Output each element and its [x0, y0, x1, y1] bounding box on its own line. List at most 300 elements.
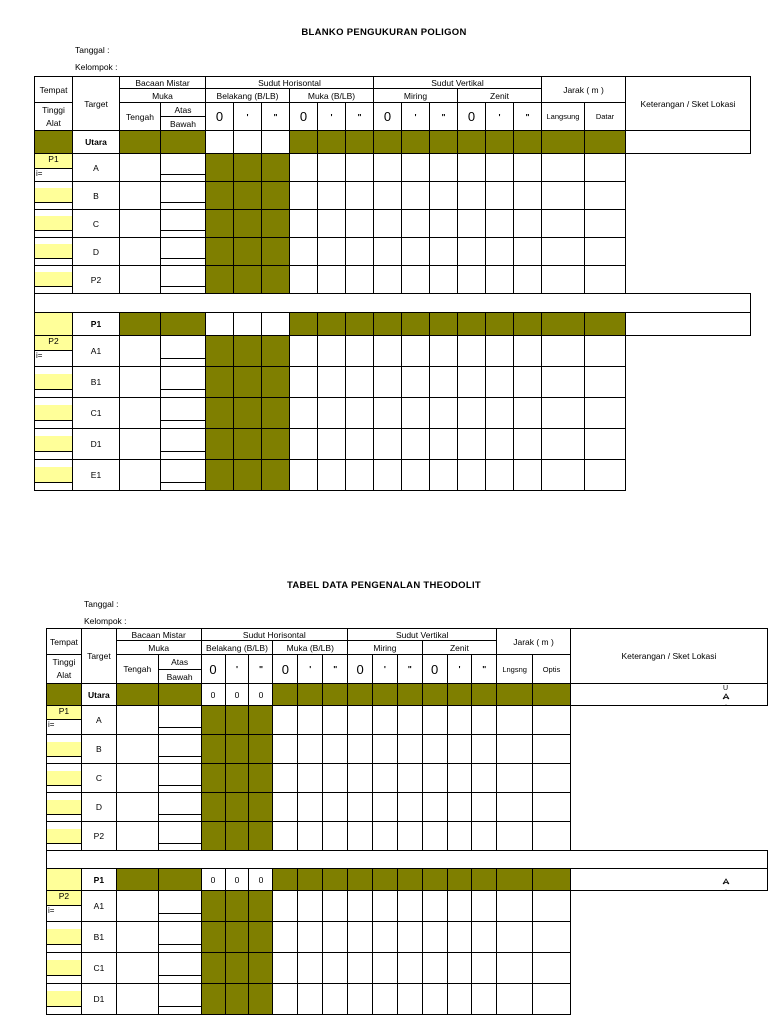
data-entry-cell[interactable] — [422, 822, 447, 851]
data-entry-cell[interactable] — [514, 266, 542, 294]
data-entry-cell[interactable] — [318, 182, 346, 210]
data-entry-cell[interactable] — [374, 210, 402, 238]
atas-bawah-cell[interactable] — [158, 984, 201, 1015]
data-entry-cell[interactable] — [533, 793, 571, 822]
data-entry-cell[interactable] — [486, 238, 514, 266]
atas-bawah-cell[interactable] — [161, 398, 206, 429]
data-entry-cell[interactable] — [298, 922, 323, 953]
data-entry-cell[interactable] — [458, 266, 486, 294]
tengah-cell[interactable] — [120, 154, 161, 182]
data-entry-cell[interactable] — [346, 460, 374, 491]
data-entry-cell[interactable] — [402, 367, 430, 398]
data-entry-cell[interactable] — [422, 922, 447, 953]
data-entry-cell[interactable] — [402, 210, 430, 238]
data-entry-cell[interactable] — [585, 210, 626, 238]
data-entry-cell[interactable] — [486, 154, 514, 182]
data-entry-cell[interactable] — [373, 953, 398, 984]
olive-cell — [116, 684, 158, 706]
data-entry-cell[interactable] — [298, 984, 323, 1015]
data-entry-cell[interactable] — [318, 238, 346, 266]
orient-min-cell[interactable]: 0 — [225, 869, 249, 891]
data-entry-cell[interactable] — [273, 891, 298, 922]
atas-bawah-cell[interactable] — [161, 336, 206, 367]
data-entry-cell[interactable] — [346, 336, 374, 367]
data-entry-cell[interactable] — [542, 266, 585, 294]
data-entry-cell[interactable] — [533, 822, 571, 851]
data-entry-cell[interactable] — [486, 182, 514, 210]
orient-sec-cell[interactable]: 0 — [249, 869, 273, 891]
data-entry-cell[interactable] — [430, 238, 458, 266]
data-entry-cell[interactable] — [422, 793, 447, 822]
atas-bawah-cell[interactable] — [161, 210, 206, 238]
olive-cell — [458, 131, 486, 154]
data-entry-cell[interactable] — [298, 793, 323, 822]
data-entry-cell[interactable] — [514, 238, 542, 266]
data-entry-cell[interactable] — [346, 238, 374, 266]
olive-cell — [201, 793, 225, 822]
tengah-cell[interactable] — [116, 735, 158, 764]
tengah-cell[interactable] — [120, 367, 161, 398]
data-entry-cell[interactable] — [318, 367, 346, 398]
data-entry-cell[interactable] — [348, 984, 373, 1015]
data-entry-cell[interactable] — [430, 367, 458, 398]
data-entry-cell[interactable] — [458, 460, 486, 491]
data-entry-cell[interactable] — [542, 429, 585, 460]
data-entry-cell[interactable] — [323, 735, 348, 764]
data-entry-cell[interactable] — [585, 429, 626, 460]
data-entry-cell[interactable] — [346, 154, 374, 182]
tengah-cell[interactable] — [120, 460, 161, 491]
data-entry-cell[interactable] — [402, 266, 430, 294]
tengah-cell[interactable] — [120, 398, 161, 429]
data-entry-cell[interactable] — [373, 793, 398, 822]
data-entry-cell[interactable] — [318, 210, 346, 238]
atas-bawah-cell[interactable] — [158, 793, 201, 822]
orient-min-cell[interactable]: 0 — [225, 684, 249, 706]
data-entry-cell[interactable] — [323, 822, 348, 851]
atas-bawah-cell[interactable] — [158, 922, 201, 953]
data-entry-cell[interactable] — [298, 735, 323, 764]
data-entry-cell[interactable] — [585, 182, 626, 210]
data-entry-cell[interactable] — [447, 706, 472, 735]
data-entry-cell[interactable] — [585, 266, 626, 294]
target-cell: D — [81, 793, 116, 822]
tengah-cell[interactable] — [120, 429, 161, 460]
data-entry-cell[interactable] — [458, 429, 486, 460]
data-entry-cell[interactable] — [346, 398, 374, 429]
data-entry-cell[interactable] — [514, 336, 542, 367]
data-entry-cell[interactable] — [542, 398, 585, 429]
atas-bawah-cell[interactable] — [161, 238, 206, 266]
data-entry-cell[interactable] — [430, 182, 458, 210]
data-entry-cell[interactable] — [422, 735, 447, 764]
data-entry-cell[interactable] — [273, 793, 298, 822]
data-entry-cell[interactable] — [472, 735, 497, 764]
data-entry-cell[interactable] — [298, 953, 323, 984]
station-cell[interactable] — [35, 210, 73, 238]
orient-deg-cell[interactable] — [206, 313, 234, 336]
tengah-cell[interactable] — [116, 922, 158, 953]
data-entry-cell[interactable] — [422, 764, 447, 793]
data-entry-cell[interactable] — [373, 706, 398, 735]
data-entry-cell[interactable] — [533, 706, 571, 735]
data-entry-cell[interactable] — [497, 793, 533, 822]
station-cell[interactable] — [47, 891, 82, 922]
data-entry-cell[interactable] — [458, 367, 486, 398]
deg-header: 0 — [422, 655, 447, 684]
data-entry-cell[interactable] — [318, 460, 346, 491]
data-entry-cell[interactable] — [290, 154, 318, 182]
olive-cell — [318, 313, 346, 336]
data-entry-cell[interactable] — [472, 984, 497, 1015]
data-entry-cell[interactable] — [290, 398, 318, 429]
data-entry-cell[interactable] — [402, 460, 430, 491]
data-entry-cell[interactable] — [298, 764, 323, 793]
data-entry-cell[interactable] — [348, 922, 373, 953]
data-entry-cell[interactable] — [447, 793, 472, 822]
data-entry-cell[interactable] — [273, 922, 298, 953]
atas-bawah-cell[interactable] — [161, 460, 206, 491]
data-entry-cell[interactable] — [486, 336, 514, 367]
data-entry-cell[interactable] — [348, 793, 373, 822]
data-entry-cell[interactable] — [447, 735, 472, 764]
data-entry-cell[interactable] — [472, 922, 497, 953]
data-entry-cell[interactable] — [472, 891, 497, 922]
orient-deg-cell[interactable]: 0 — [201, 869, 225, 891]
tengah-cell[interactable] — [116, 984, 158, 1015]
data-entry-cell[interactable] — [542, 238, 585, 266]
data-entry-cell[interactable] — [533, 764, 571, 793]
data-entry-cell[interactable] — [514, 154, 542, 182]
data-entry-cell[interactable] — [542, 367, 585, 398]
data-entry-cell[interactable] — [447, 891, 472, 922]
form1-block2-rows — [35, 336, 751, 491]
station-cell[interactable] — [47, 822, 82, 851]
data-entry-cell[interactable] — [402, 238, 430, 266]
olive-cell — [533, 684, 571, 706]
data-entry-cell[interactable] — [397, 735, 422, 764]
data-entry-cell[interactable] — [585, 154, 626, 182]
tengah-cell[interactable] — [116, 891, 158, 922]
data-entry-cell[interactable] — [273, 764, 298, 793]
olive-cell — [422, 684, 447, 706]
orient-min-cell[interactable] — [234, 131, 262, 154]
data-entry-cell[interactable] — [346, 266, 374, 294]
data-entry-cell[interactable] — [458, 336, 486, 367]
data-entry-cell[interactable] — [273, 984, 298, 1015]
data-entry-cell[interactable] — [447, 922, 472, 953]
data-entry-cell[interactable] — [514, 460, 542, 491]
orient-deg-cell[interactable]: 0 — [201, 684, 225, 706]
data-entry-cell[interactable] — [422, 953, 447, 984]
station-cell[interactable] — [47, 922, 82, 953]
data-entry-cell[interactable] — [486, 210, 514, 238]
data-entry-cell[interactable] — [486, 429, 514, 460]
atas-bawah-cell[interactable] — [158, 764, 201, 793]
data-entry-cell[interactable] — [472, 822, 497, 851]
orient-sec-cell[interactable]: 0 — [249, 684, 273, 706]
data-entry-cell[interactable] — [298, 891, 323, 922]
data-entry-cell[interactable] — [290, 460, 318, 491]
data-entry-cell[interactable] — [402, 429, 430, 460]
atas-bawah-cell[interactable] — [158, 953, 201, 984]
data-entry-cell[interactable] — [514, 182, 542, 210]
data-entry-cell[interactable] — [397, 891, 422, 922]
station-cell[interactable] — [35, 154, 73, 182]
data-entry-cell[interactable] — [323, 764, 348, 793]
data-entry-cell[interactable] — [402, 154, 430, 182]
data-entry-cell[interactable] — [585, 398, 626, 429]
tengah-cell[interactable] — [120, 238, 161, 266]
data-entry-cell[interactable] — [318, 266, 346, 294]
data-entry-cell[interactable] — [323, 922, 348, 953]
data-entry-cell[interactable] — [458, 210, 486, 238]
data-entry-cell[interactable] — [273, 735, 298, 764]
data-entry-cell[interactable] — [585, 336, 626, 367]
atas-bawah-cell[interactable] — [158, 706, 201, 735]
tengah-cell[interactable] — [120, 210, 161, 238]
data-entry-cell[interactable] — [542, 182, 585, 210]
station-cell[interactable] — [47, 793, 82, 822]
data-entry-cell[interactable] — [290, 210, 318, 238]
data-entry-cell[interactable] — [373, 891, 398, 922]
data-entry-cell[interactable] — [585, 460, 626, 491]
data-entry-cell[interactable] — [323, 984, 348, 1015]
data-entry-cell[interactable] — [497, 984, 533, 1015]
data-entry-cell[interactable] — [374, 238, 402, 266]
data-entry-cell[interactable] — [373, 922, 398, 953]
data-entry-cell[interactable] — [374, 336, 402, 367]
data-entry-cell[interactable] — [397, 922, 422, 953]
data-entry-cell[interactable] — [430, 154, 458, 182]
olive-cell — [397, 869, 422, 891]
data-entry-cell[interactable] — [447, 822, 472, 851]
data-entry-cell[interactable] — [397, 706, 422, 735]
olive-cell — [373, 684, 398, 706]
tengah-cell[interactable] — [116, 822, 158, 851]
data-entry-cell[interactable] — [447, 984, 472, 1015]
data-entry-cell[interactable] — [542, 154, 585, 182]
data-entry-cell[interactable] — [374, 367, 402, 398]
data-entry-cell[interactable] — [323, 953, 348, 984]
station-cell[interactable] — [47, 764, 82, 793]
atas-bawah-cell[interactable] — [158, 891, 201, 922]
data-entry-cell[interactable] — [373, 822, 398, 851]
olive-cell — [298, 869, 323, 891]
station-cell[interactable] — [35, 429, 73, 460]
orient-sec-cell[interactable] — [262, 313, 290, 336]
olive-cell — [234, 429, 262, 460]
tengah-cell[interactable] — [120, 266, 161, 294]
atas-bawah-cell[interactable] — [158, 822, 201, 851]
atas-bawah-cell[interactable] — [161, 154, 206, 182]
data-entry-cell[interactable] — [458, 398, 486, 429]
station-cell[interactable] — [35, 367, 73, 398]
data-entry-cell[interactable] — [298, 706, 323, 735]
data-entry-cell[interactable] — [458, 154, 486, 182]
cell-split — [47, 771, 81, 786]
data-entry-cell[interactable] — [472, 793, 497, 822]
data-entry-cell[interactable] — [422, 706, 447, 735]
data-entry-cell[interactable] — [290, 367, 318, 398]
data-entry-cell[interactable] — [374, 154, 402, 182]
tengah-cell[interactable] — [116, 706, 158, 735]
data-entry-cell[interactable] — [486, 367, 514, 398]
data-entry-cell[interactable] — [542, 460, 585, 491]
data-entry-cell[interactable] — [497, 891, 533, 922]
station-cell[interactable] — [35, 238, 73, 266]
data-entry-cell[interactable] — [514, 398, 542, 429]
data-entry-cell[interactable] — [472, 764, 497, 793]
data-entry-cell[interactable] — [374, 182, 402, 210]
data-entry-cell[interactable] — [348, 822, 373, 851]
station-cell[interactable] — [47, 735, 82, 764]
data-entry-cell[interactable] — [542, 336, 585, 367]
data-entry-cell[interactable] — [402, 336, 430, 367]
data-entry-cell[interactable] — [273, 953, 298, 984]
data-entry-cell[interactable] — [458, 238, 486, 266]
data-entry-cell[interactable] — [290, 336, 318, 367]
data-entry-cell[interactable] — [374, 266, 402, 294]
tengah-cell[interactable] — [116, 793, 158, 822]
data-entry-cell[interactable] — [422, 984, 447, 1015]
data-entry-cell[interactable] — [290, 266, 318, 294]
data-entry-cell[interactable] — [533, 953, 571, 984]
data-entry-cell[interactable] — [497, 735, 533, 764]
data-entry-cell[interactable] — [273, 822, 298, 851]
data-entry-cell[interactable] — [472, 706, 497, 735]
data-entry-cell[interactable] — [346, 210, 374, 238]
orient-label: P1 — [81, 869, 116, 891]
data-entry-cell[interactable] — [373, 984, 398, 1015]
data-entry-cell[interactable] — [374, 460, 402, 491]
olive-cell — [318, 131, 346, 154]
data-entry-cell[interactable] — [430, 429, 458, 460]
zenit-header: Zenit — [458, 89, 542, 103]
station-cell[interactable] — [47, 984, 82, 1015]
data-entry-cell[interactable] — [514, 210, 542, 238]
data-entry-cell[interactable] — [533, 922, 571, 953]
data-entry-cell[interactable] — [514, 367, 542, 398]
data-entry-cell[interactable] — [290, 238, 318, 266]
data-entry-cell[interactable] — [373, 764, 398, 793]
olive-cell — [201, 764, 225, 793]
data-entry-cell[interactable] — [318, 154, 346, 182]
data-entry-cell[interactable] — [430, 460, 458, 491]
tengah-cell[interactable] — [120, 336, 161, 367]
station-cell[interactable] — [47, 953, 82, 984]
atas-bawah-cell[interactable] — [158, 735, 201, 764]
data-entry-cell[interactable] — [290, 429, 318, 460]
data-entry-cell[interactable] — [542, 210, 585, 238]
data-entry-cell[interactable] — [486, 460, 514, 491]
data-entry-cell[interactable] — [273, 706, 298, 735]
data-entry-cell[interactable] — [374, 398, 402, 429]
data-entry-cell[interactable] — [497, 822, 533, 851]
data-entry-cell[interactable] — [430, 336, 458, 367]
data-entry-cell[interactable] — [397, 822, 422, 851]
data-entry-cell[interactable] — [447, 764, 472, 793]
data-entry-cell[interactable] — [585, 367, 626, 398]
data-entry-cell[interactable] — [290, 182, 318, 210]
orient-sec-cell[interactable] — [262, 131, 290, 154]
data-entry-cell[interactable] — [323, 793, 348, 822]
station-cell[interactable] — [35, 336, 73, 367]
orient-deg-cell[interactable] — [206, 131, 234, 154]
data-entry-cell[interactable] — [472, 953, 497, 984]
instrument-height-label: i= — [48, 720, 55, 729]
atas-bawah-cell[interactable] — [161, 266, 206, 294]
data-entry-cell[interactable] — [497, 706, 533, 735]
data-entry-cell[interactable] — [397, 793, 422, 822]
data-entry-cell[interactable] — [533, 891, 571, 922]
data-entry-cell[interactable] — [402, 182, 430, 210]
tengah-cell[interactable] — [120, 182, 161, 210]
tengah-cell[interactable] — [116, 764, 158, 793]
data-entry-cell[interactable] — [486, 266, 514, 294]
atas-bawah-cell[interactable] — [161, 182, 206, 210]
orient-min-cell[interactable] — [234, 313, 262, 336]
data-entry-cell[interactable] — [348, 891, 373, 922]
data-entry-cell[interactable] — [458, 182, 486, 210]
data-entry-cell[interactable] — [348, 735, 373, 764]
station-cell[interactable] — [47, 706, 82, 735]
target-cell: D1 — [81, 984, 116, 1015]
data-entry-cell[interactable] — [447, 953, 472, 984]
data-entry-cell[interactable] — [397, 764, 422, 793]
station-cell[interactable] — [35, 460, 73, 491]
data-entry-cell[interactable] — [497, 764, 533, 793]
data-entry-cell[interactable] — [348, 953, 373, 984]
data-entry-cell[interactable] — [373, 735, 398, 764]
data-entry-cell[interactable] — [497, 922, 533, 953]
data-entry-cell[interactable] — [514, 429, 542, 460]
atas-bawah-cell[interactable] — [161, 429, 206, 460]
data-entry-cell[interactable] — [346, 367, 374, 398]
station-cell[interactable] — [35, 182, 73, 210]
data-entry-cell[interactable] — [430, 398, 458, 429]
station-cell[interactable] — [35, 398, 73, 429]
data-entry-cell[interactable] — [318, 336, 346, 367]
data-entry-cell[interactable] — [402, 398, 430, 429]
olive-cell — [447, 684, 472, 706]
data-entry-cell[interactable] — [486, 398, 514, 429]
data-entry-cell[interactable] — [397, 953, 422, 984]
data-entry-cell[interactable] — [298, 822, 323, 851]
data-entry-cell[interactable] — [346, 182, 374, 210]
station-cell[interactable] — [35, 266, 73, 294]
data-entry-cell[interactable] — [323, 891, 348, 922]
data-entry-cell[interactable] — [422, 891, 447, 922]
data-entry-cell[interactable] — [533, 984, 571, 1015]
data-entry-cell[interactable] — [430, 266, 458, 294]
tengah-cell[interactable] — [116, 953, 158, 984]
atas-bawah-cell[interactable] — [161, 367, 206, 398]
data-entry-cell[interactable] — [323, 706, 348, 735]
data-entry-cell[interactable] — [497, 953, 533, 984]
data-entry-cell[interactable] — [318, 429, 346, 460]
data-entry-cell[interactable] — [348, 764, 373, 793]
data-entry-cell[interactable] — [346, 429, 374, 460]
olive-cell — [120, 313, 161, 336]
data-entry-cell[interactable] — [430, 210, 458, 238]
data-entry-cell[interactable] — [318, 398, 346, 429]
data-entry-cell[interactable] — [348, 706, 373, 735]
data-entry-cell[interactable] — [374, 429, 402, 460]
data-entry-cell[interactable] — [533, 735, 571, 764]
data-entry-cell[interactable] — [585, 238, 626, 266]
data-entry-cell[interactable] — [397, 984, 422, 1015]
